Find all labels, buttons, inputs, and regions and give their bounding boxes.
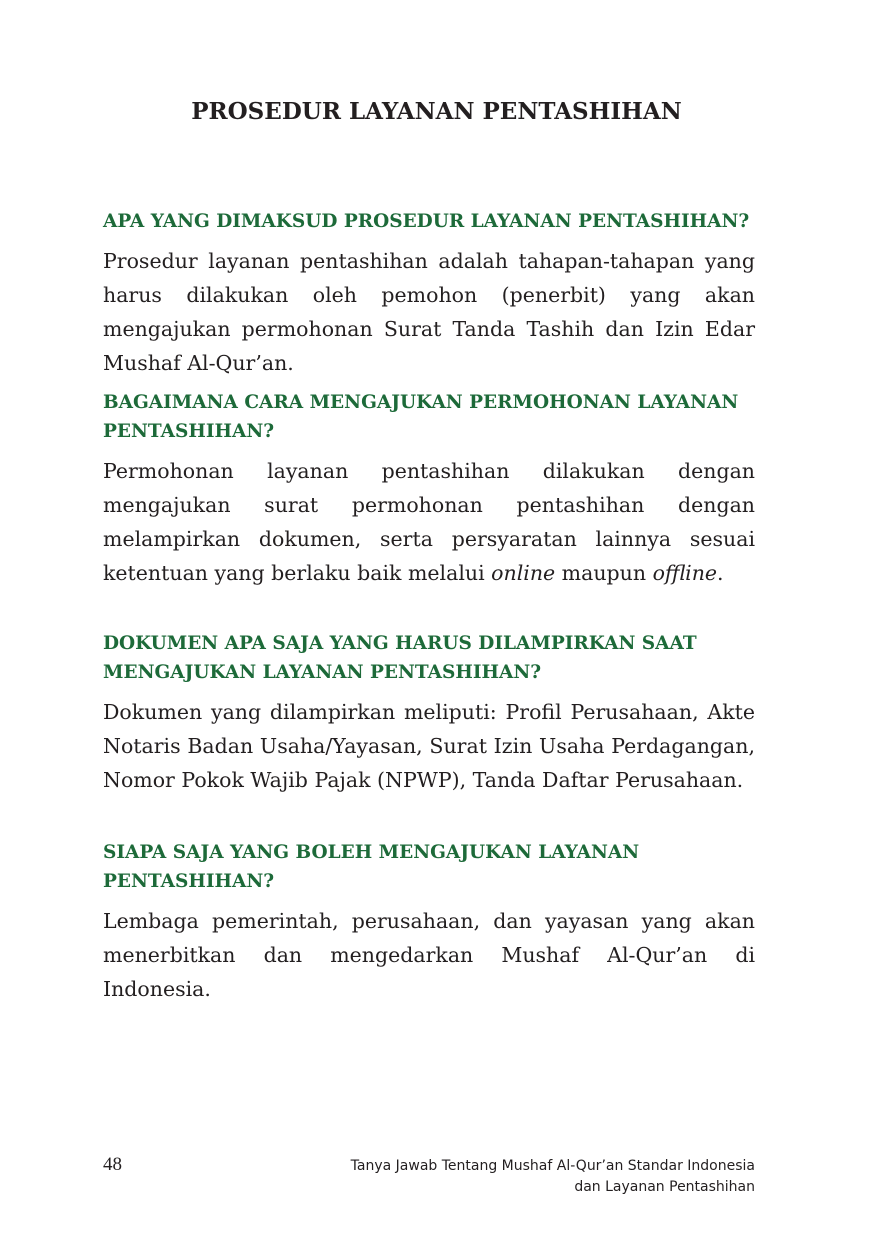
- question-heading: SIAPA SAJA YANG BOLEH MENGAJUKAN LAYANAN PENTASHIHAN?: [103, 842, 640, 892]
- answer-paragraph: [103, 454, 755, 590]
- footer-title-line: dan Layanan Pentashihan: [574, 1179, 755, 1195]
- page-number: 48: [103, 1154, 122, 1175]
- question-heading: DOKUMEN APA SAJA YANG HARUS DILAMPIRKAN SAAT MENGAJUKAN LAYANAN PENTASHIHAN?: [103, 633, 697, 683]
- answer-text: maupun: [555, 561, 653, 585]
- answer-paragraph: Dokumen yang dilampirkan meliputi: Profil Perusahaan, Akte Notaris Badan Usaha/Yayasan, Surat Izin Usaha Perdagangan, Nomor Pokok Wajib Pajak (NPWP), Tanda Daftar Perusahaan.: [103, 700, 755, 792]
- answer-italic-term: offline: [652, 561, 718, 585]
- faq-section-4: [103, 838, 755, 1006]
- page-title: PROSEDUR LAYANAN PENTASHIHAN: [191, 98, 682, 125]
- running-footer-title: [351, 1156, 755, 1198]
- footer-title-line: Tanya Jawab Tentang Mushaf Al-Qur’an Standar Indonesia: [350, 1158, 755, 1174]
- answer-text: Permohonan layanan pentashihan dilakukan dengan mengajukan surat permohonan pentashihan dengan melampirkan dokumen, serta persyaratan lainnya sesuai ketentuan yang berlaku baik melalui: [103, 459, 755, 585]
- question-heading: APA YANG DIMAKSUD PROSEDUR LAYANAN PENTASHIHAN?: [103, 211, 750, 232]
- answer-italic-term: online: [491, 561, 556, 585]
- faq-section-2: [103, 388, 755, 590]
- answer-paragraph: Lembaga pemerintah, perusahaan, dan yayasan yang akan menerbitkan dan mengedarkan Mushaf Al-Qur’an di Indonesia.: [103, 909, 755, 1001]
- answer-text: .: [717, 561, 724, 585]
- question-heading: BAGAIMANA CARA MENGAJUKAN PERMOHONAN LAYANAN PENTASHIHAN?: [103, 392, 739, 442]
- faq-section-3: [103, 629, 755, 797]
- answer-paragraph: Prosedur layanan pentashihan adalah tahapan-tahapan yang harus dilakukan oleh pemohon (penerbit) yang akan mengajukan permohonan Surat Tanda Tashih dan Izin Edar Mushaf Al-Qur’an.: [103, 249, 755, 375]
- faq-section-1: [103, 207, 755, 380]
